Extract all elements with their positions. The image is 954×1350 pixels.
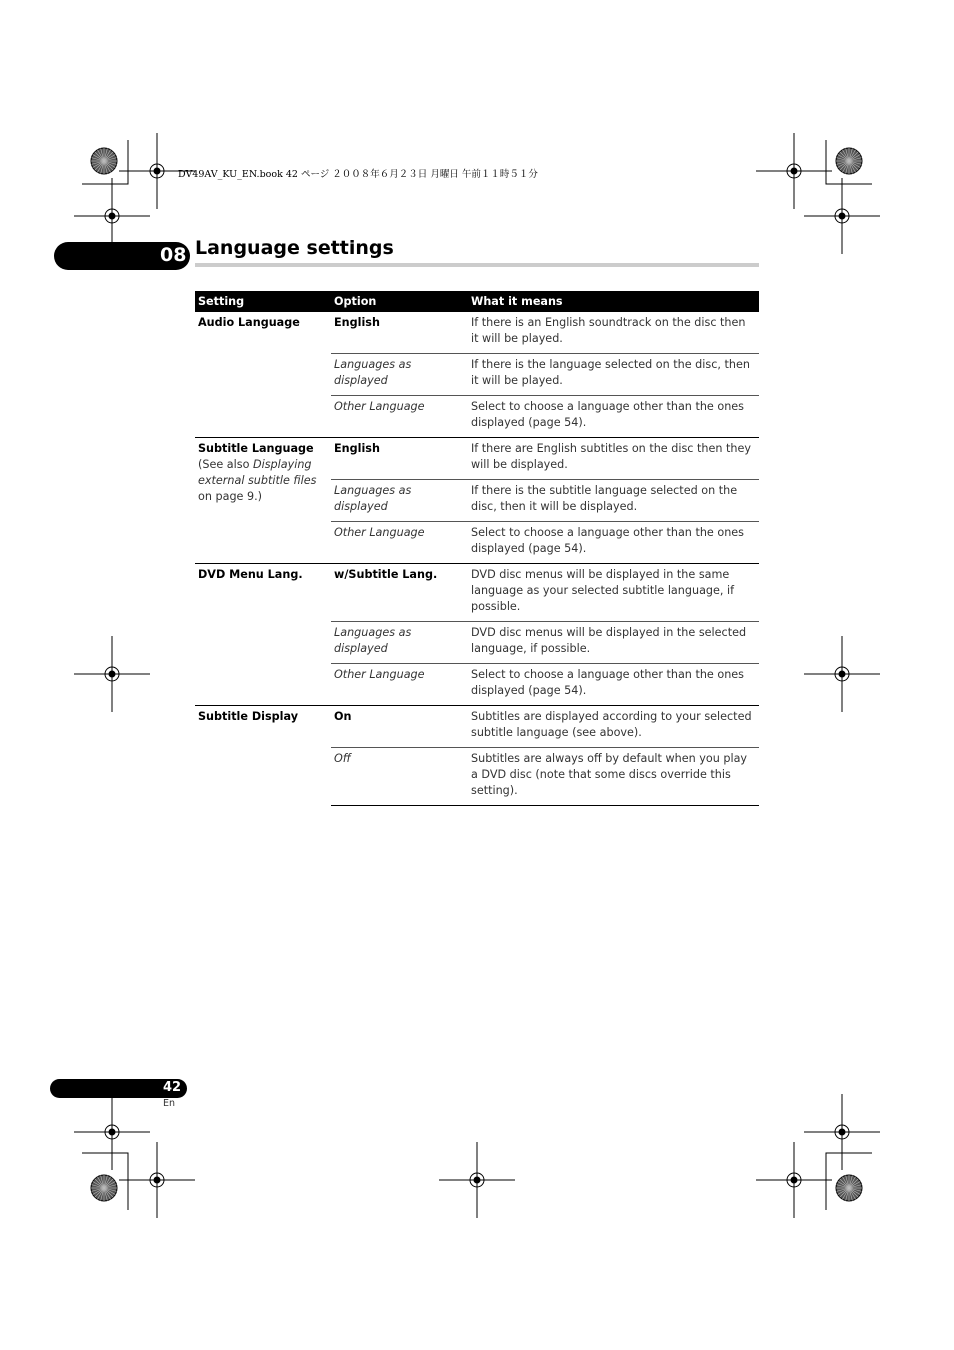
meaning-cell: Subtitles are displayed according to your selected subtitle language (see above). xyxy=(468,706,759,748)
option-cell: Other Language xyxy=(331,522,468,564)
registration-mark-icon xyxy=(804,636,880,712)
option-cell: On xyxy=(331,706,468,748)
setting-name: DVD Menu Lang. xyxy=(198,568,303,581)
meaning-cell: If there is an English soundtrack on the disc then it will be played. xyxy=(471,316,746,345)
meaning-cell: If there is the language selected on the disc, then it will be played. xyxy=(468,354,759,396)
setting-name: Subtitle Language xyxy=(198,442,314,455)
option-cell: Other Language xyxy=(331,396,468,438)
print-header: DV49AV_KU_EN.book 42 ページ ２００８年６月２３日 月曜日 午前１１時５１分 xyxy=(178,169,538,180)
setting-cell xyxy=(195,438,331,564)
meaning-cell: Select to choose a language other than the ones displayed (page 54). xyxy=(468,396,759,438)
color-target-icon xyxy=(836,1175,862,1201)
page-title: Language settings xyxy=(195,237,394,259)
option-cell: Off xyxy=(331,748,468,806)
setting-name: Subtitle Display xyxy=(198,710,298,723)
setting-name: Audio Language xyxy=(198,316,300,329)
meaning-cell: If there are English subtitles on the disc then they will be displayed. xyxy=(468,438,759,480)
title-rule xyxy=(195,263,759,267)
option-cell: Languages as displayed xyxy=(331,622,468,664)
registration-mark-icon xyxy=(804,178,880,254)
registration-mark-icon xyxy=(119,1142,195,1218)
meaning-cell: DVD disc menus will be displayed in the selected language, if possible. xyxy=(468,622,759,664)
meaning-cell: DVD disc menus will be displayed in the same language as your selected subtitle language, if possible. xyxy=(468,564,759,622)
table-row xyxy=(195,312,759,354)
registration-mark-icon xyxy=(74,636,150,712)
table-row xyxy=(195,706,759,748)
col-header-option: Option xyxy=(331,291,468,312)
chapter-number: 08 xyxy=(160,244,187,266)
page-language: En xyxy=(163,1098,176,1109)
setting-cell xyxy=(195,312,331,438)
option-cell: w/Subtitle Lang. xyxy=(331,564,468,622)
registration-mark-icon xyxy=(74,1094,150,1170)
option-cell: Other Language xyxy=(331,664,468,706)
table-row xyxy=(195,564,759,622)
meaning-cell: Select to choose a language other than the ones displayed (page 54). xyxy=(468,522,759,564)
registration-mark-icon xyxy=(756,133,832,209)
setting-cell xyxy=(195,564,331,706)
meaning-cell: If there is the subtitle language selected on the disc, then it will be displayed. xyxy=(468,480,759,522)
setting-cell xyxy=(195,706,331,806)
table-row xyxy=(195,438,759,480)
col-header-meaning: What it means xyxy=(468,291,759,312)
setting-note: (See also Displaying external subtitle files on page 9.) xyxy=(198,458,317,503)
option-cell: English xyxy=(331,438,468,480)
option-cell: English xyxy=(334,316,380,329)
page-number: 42 xyxy=(163,1080,182,1095)
color-target-icon xyxy=(91,148,117,174)
settings-table xyxy=(195,291,759,806)
registration-mark-icon xyxy=(804,1094,880,1170)
color-target-icon xyxy=(836,148,862,174)
option-cell: Languages as displayed xyxy=(331,354,468,396)
col-header-setting: Setting xyxy=(195,291,331,312)
color-target-icon xyxy=(91,1175,117,1201)
meaning-cell: Subtitles are always off by default when you play a DVD disc (note that some discs override this setting). xyxy=(468,748,759,806)
registration-mark-icon xyxy=(439,1142,515,1218)
registration-mark-icon xyxy=(756,1142,832,1218)
meaning-cell: Select to choose a language other than the ones displayed (page 54). xyxy=(468,664,759,706)
option-cell: Languages as displayed xyxy=(331,480,468,522)
